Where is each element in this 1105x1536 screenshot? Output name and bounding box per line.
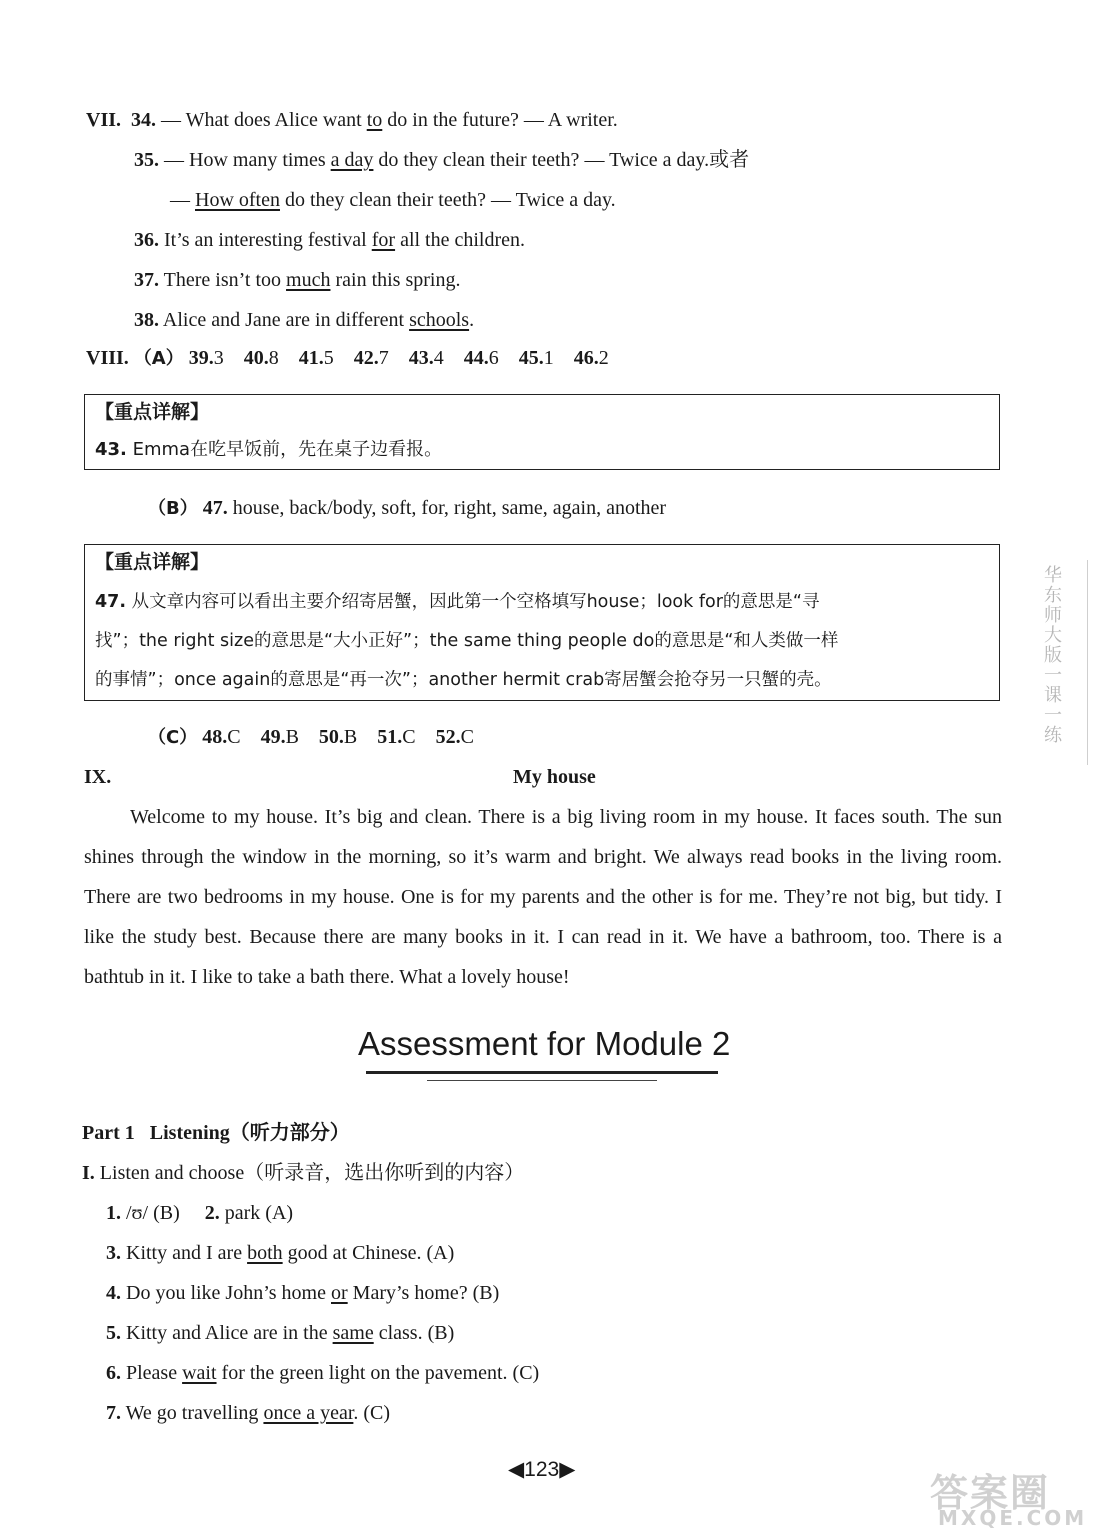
arrow-left-icon: ◀ <box>508 1458 525 1481</box>
q36-line: 36. It’s an interesting festival for all the children. <box>134 229 526 251</box>
essay-title: My house <box>513 766 596 788</box>
q35-alt-line: — How often do they clean their teeth? — Twice a day. <box>170 189 616 211</box>
box-text-line-3: 的事情”；once again的意思是“再一次”；another hermit crab寄居蟹会抢夺另一只蟹的壳。 <box>95 670 832 690</box>
box-text: 43. Emma在吃早饭前，先在桌子边看报。 <box>95 439 443 460</box>
q5-line: 5. Kitty and Alice are in the same class. (B) <box>106 1322 455 1344</box>
q37-line: 37. There isn’t too much rain this spring. <box>134 269 461 291</box>
viii-a-line: VIII. （A） 39.3 40.8 41.5 42.7 43.4 44.6 45.1 46.2 <box>86 347 609 369</box>
q3-line: 3. Kitty and I are both good at Chinese. (A) <box>106 1242 455 1264</box>
box-text-line-2: 找”；the right size的意思是“大小正好”；the same thing people do的意思是“和人类做一样 <box>95 631 839 651</box>
q34-line: VII. 34. — What does Alice want to do in the future? — A writer. <box>86 109 618 131</box>
box-text-line-1: 47. 从文章内容可以看出主要介绍寄居蟹，因此第一个空格填写house；look for的意思是“寻 <box>95 592 820 612</box>
viii-c-line: （C） 48.C 49.B 50.B 51.C 52.C <box>148 726 474 748</box>
q4-line: 4. Do you like John’s home or Mary’s home? (B) <box>106 1282 500 1304</box>
viii-b-line: （B） 47. house, back/body, soft, for, right, same, again, another <box>148 497 667 519</box>
sidebar-running-title: 华东师大版一课一练 <box>1041 565 1062 745</box>
explanation-box-43 <box>84 394 1000 470</box>
explanation-box-47 <box>84 544 1000 701</box>
assessment-heading: Assessment for Module 2 <box>358 1025 731 1062</box>
part1-heading: Part 1 Listening（听力部分） <box>82 1122 350 1144</box>
q6-line: 6. Please wait for the green light on the pavement. (C) <box>106 1362 540 1384</box>
q7-line: 7. We go travelling once a year. (C) <box>106 1402 391 1424</box>
q38-line: 38. Alice and Jane are in different schools. <box>134 309 475 331</box>
box-title: 【重点详解】 <box>95 551 210 573</box>
essay-paragraph: Welcome to my house. It’s big and clean. There is a big living room in my house. It faces south. The sun shines through the window in the morning, so it’s warm and bright. We always read books in the living room. There are two bedrooms in my house. One is for my parents and the other is for me. They’re not big, but tidy. I like the study best. Because there are many books in it. I can read in it. We have a bathroom, too. There is a bathtub in it. I like to take a bath there. What a lovely house! <box>84 806 1002 988</box>
box-title: 【重点详解】 <box>95 401 210 423</box>
section-i-heading: I. Listen and choose（听录音，选出你听到的内容） <box>82 1162 525 1184</box>
q1-q2-line: 1. /ʊ/ (B) 2. park (A) <box>106 1202 294 1224</box>
q35-line: 35. — How many times a day do they clean their teeth? — Twice a day.或者 <box>134 149 750 171</box>
watermark-logo: 答案圈 MXQE.COM <box>930 1471 1088 1530</box>
page-number: ◀123▶ <box>508 1458 576 1481</box>
heading-rule-thick <box>366 1071 718 1074</box>
sidebar-rule <box>1087 560 1088 765</box>
ix-label: IX. <box>84 766 112 788</box>
arrow-right-icon: ▶ <box>559 1458 576 1481</box>
heading-rule-thin <box>427 1080 657 1081</box>
